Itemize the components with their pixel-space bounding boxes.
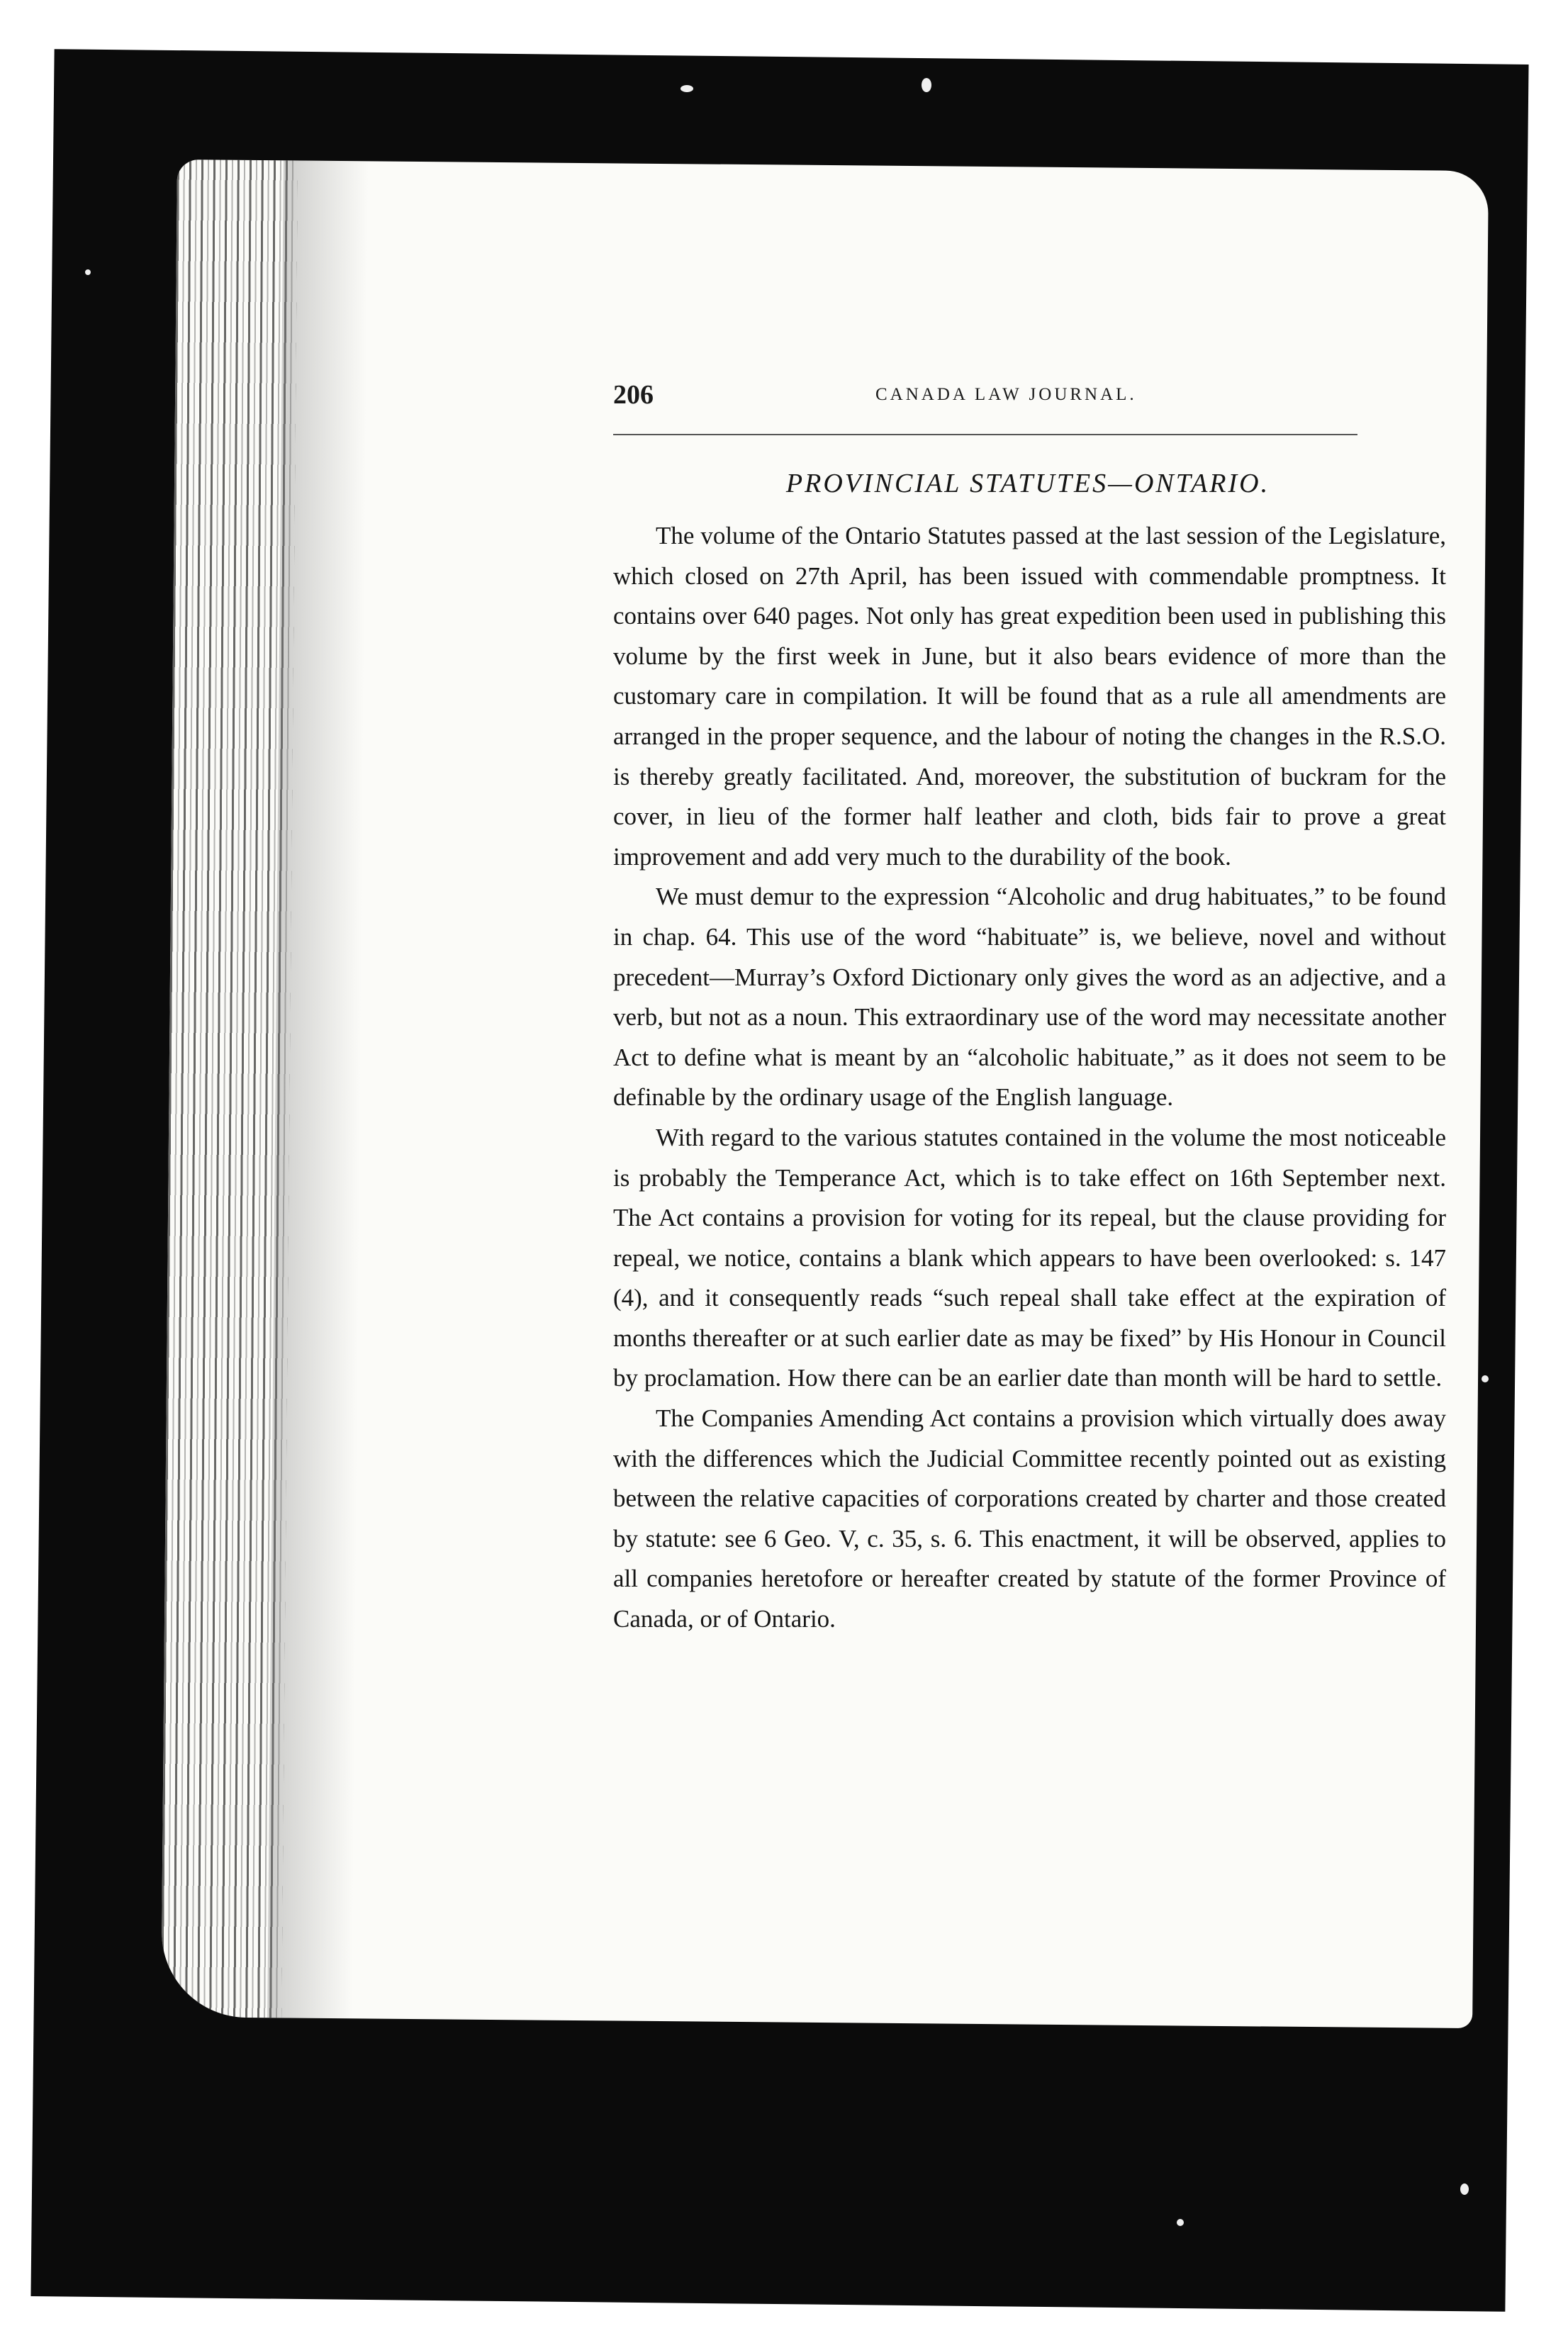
paragraph: The volume of the Ontario Statutes passed at the last session of the Legislature, which closed on 27th April, has been issued with commendable promptness. It contains over 640 pages. Not only has great expedition been used in publishing this volume by the first week in June, but it also bears evidence of more than the customary care in compilation. It will be found that as a rule all amendments are arranged in the proper sequence, and the labour of noting the changes in the R.S.O. is thereby greatly facilitated. And, moreover, the substitution of buckram for the cover, in lieu of the former half leather and cloth, bids fair to prove a great improvement and add very much to the durability of the book. <box>613 522 1446 871</box>
header-rule <box>613 434 1357 435</box>
paragraph: The Companies Amending Act contains a provision which virtually does away with the differences which the Judicial Committee recently pointed out as existing between the relative capacities of corporations created by charter and those created by statute: see 6 Geo. V, c. 35, s. 6. This enactment, it will be observed, applies to all companies heretofore or hereafter created by statute of the former Province of Canada, or of Ontario. <box>613 1404 1446 1633</box>
dust-speck <box>922 78 931 92</box>
dust-speck <box>1482 1375 1489 1382</box>
paragraph: We must demur to the expression “Alcoholic and drug habituates,” to be found in chap. 64. This use of the word “habituate” is, we believe, novel and without precedent—Murray’s Oxford Dictionary only gives the word as an adjective, and a verb, but not as a noun. This extraordinary use of the word may necessitate another Act to define what is meant by an “alcoholic habituate,” as it does not seem to be definable by the ordinary usage of the English language. <box>613 883 1446 1112</box>
running-head <box>613 379 1407 422</box>
paragraph: With regard to the various statutes contained in the volume the most noticeable is probably the Temperance Act, which is to take effect on 16th September next. The Act contains a provision for voting for its repeal, but the clause providing for repeal, we notice, contains a blank which appears to have been overlooked: s. 147 (4), and it consequently reads “such repeal shall take effect at the expiration of months thereafter or at such earlier date as may be fixed” by His Honour in Council by proclamation. How there can be an earlier date than month will be hard to settle. <box>613 1123 1446 1392</box>
page-number: 206 <box>613 380 654 410</box>
article-title: PROVINCIAL STATUTES—ONTARIO. <box>785 469 1270 498</box>
article <box>613 468 1446 1640</box>
binding-shadow <box>267 160 369 2018</box>
journal-name: CANADA LAW JOURNAL. <box>875 385 1137 404</box>
dust-speck <box>1177 2219 1184 2226</box>
dust-speck <box>1460 2183 1469 2195</box>
dust-speck <box>85 269 91 275</box>
dust-speck <box>681 85 693 92</box>
